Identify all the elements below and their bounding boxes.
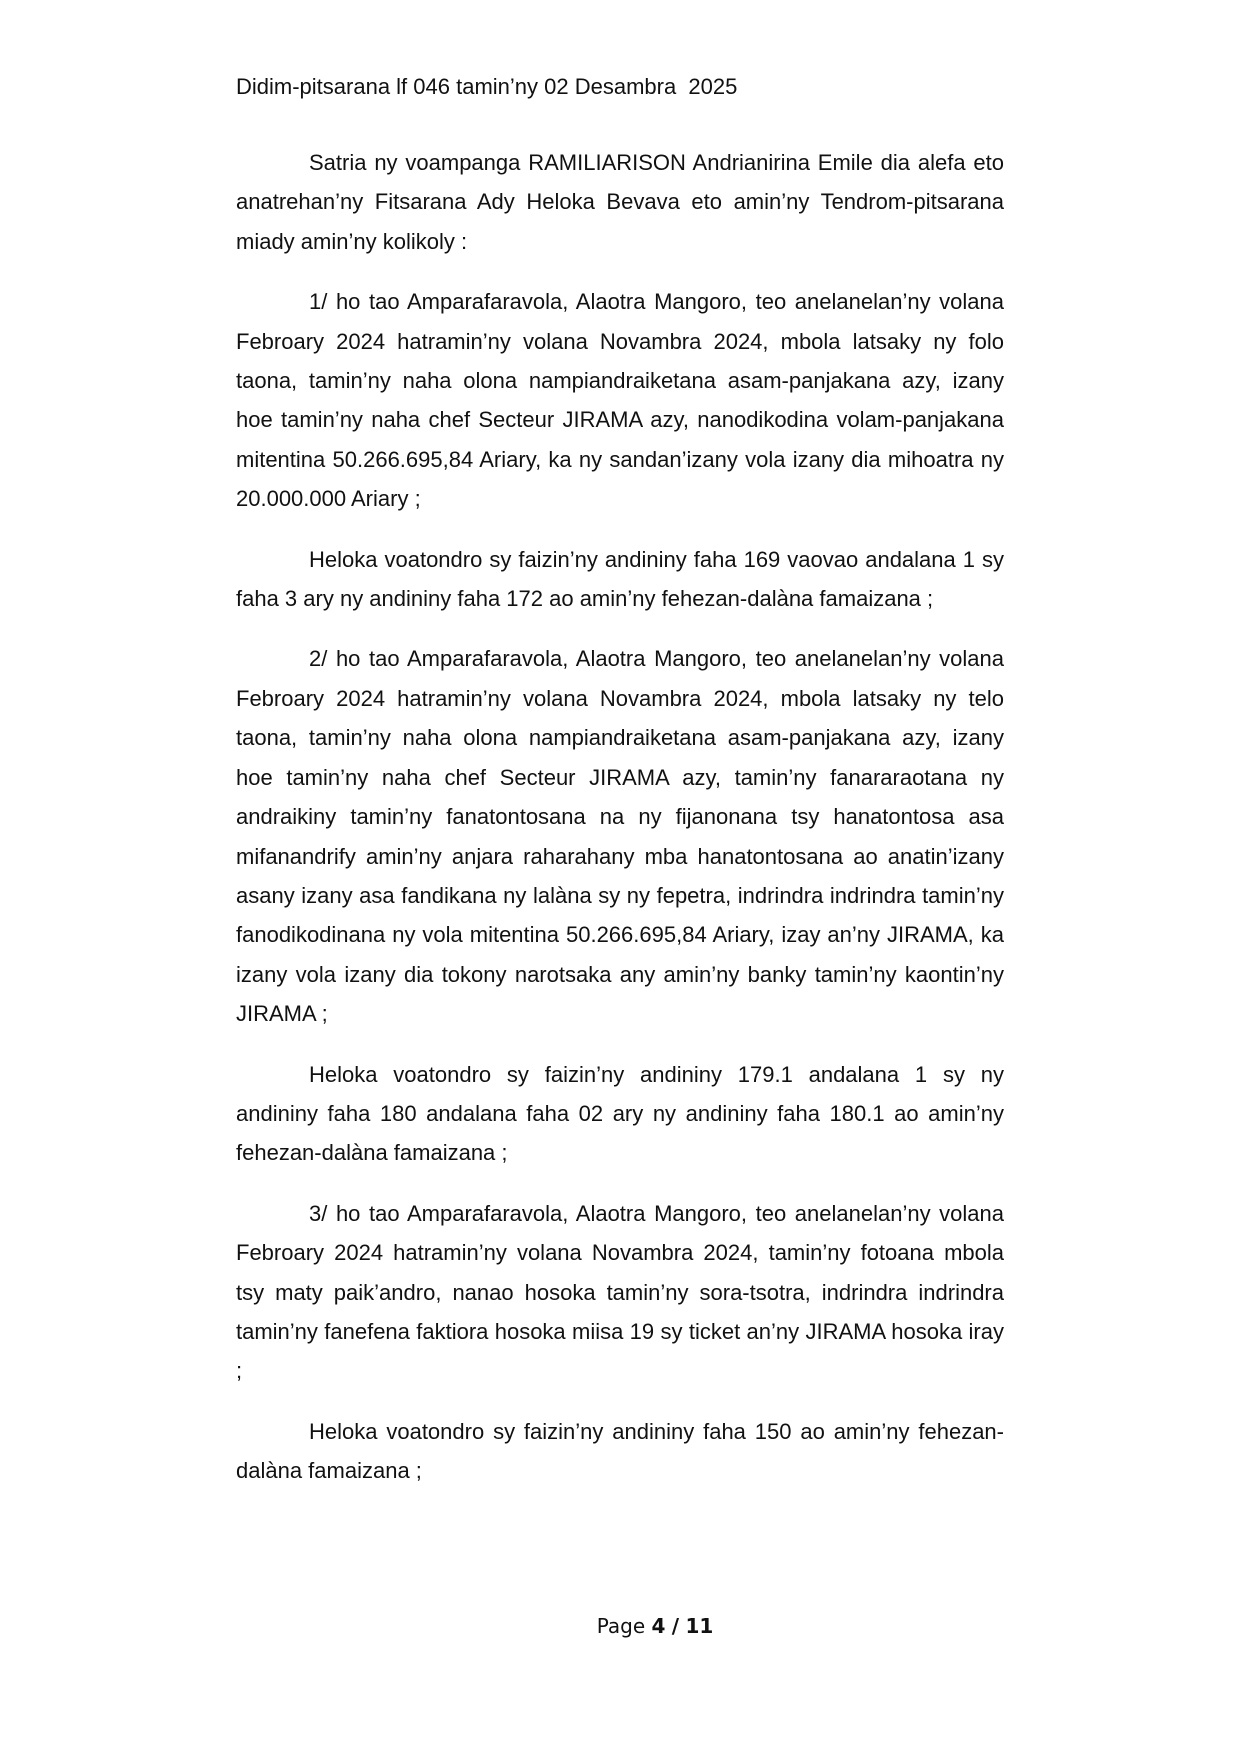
page-label: Page [596,1614,646,1638]
page-number [0,1612,1241,1640]
total-pages: 11 [685,1614,714,1638]
document-body [236,143,1004,1512]
current-page: 4 [651,1614,666,1638]
document-header: Didim-pitsarana lf 046 tamin’ny 02 Desambra 2025 [236,74,738,99]
paragraph-legal-basis-1: Heloka voatondro sy faizin’ny andininy faha 169 vaovao andalana 1 sy faha 3 ary ny andininy faha 172 ao amin’ny fehezan-dalàna famaizana ; [236,546,1004,612]
paragraph-intro: Satria ny voampanga RAMILIARISON Andrianirina Emile dia alefa eto anatrehan’ny Fitsarana Ady Heloka Bevava eto amin’ny Tendrom-pitsarana miady amin’ny kolikoly : [236,150,1004,254]
paragraph-legal-basis-2: Heloka voatondro sy faizin’ny andininy 179.1 andalana 1 sy ny andininy faha 180 andalana faha 02 ary ny andininy faha 180.1 ao amin’ny fehezan-dalàna famaizana ; [236,1061,1004,1166]
paragraph-charge-1: 1/ ho tao Amparafaravola, Alaotra Mangoro, teo anelanelan’ny volana Febroary 2024 hatramin’ny volana Novambra 2024, mbola latsaky ny folo taona, tamin’ny naha olona nampiandraiketana asam-panjakana azy, izany hoe tamin’ny naha chef Secteur JIRAMA azy, nanodikodina volam-panjakana mitentina 50.266.695,84 Ariary, ka ny sandan’izany vola izany dia mihoatra ny 20.000.000 Ariary ; [236,289,1004,512]
paragraph-legal-basis-3: Heloka voatondro sy faizin’ny andininy faha 150 ao amin’ny fehezan-dalàna famaizana ; [236,1418,1004,1484]
paragraph-charge-2: 2/ ho tao Amparafaravola, Alaotra Mangoro, teo anelanelan’ny volana Febroary 2024 hatramin’ny volana Novambra 2024, mbola latsaky ny telo taona, tamin’ny naha olona nampiandraiketana asam-panjakana azy, izany hoe tamin’ny naha chef Secteur JIRAMA azy, tamin’ny fanararaotana ny andraikiny tamin’ny fanatontosana na ny fijanonana tsy hanatontosa asa mifanandrify amin’ny anjara raharahany mba hanatontosana ao anatin’izany asany izany asa fandikana ny lalàna sy ny fepetra, indrindra indrindra tamin’ny fanodikodinana ny vola mitentina 50.266.695,84 Ariary, izay an’ny JIRAMA, ka izany vola izany dia tokony narotsaka any amin’ny banky tamin’ny kaontin’ny JIRAMA ; [236,646,1004,1027]
page-separator: / [671,1614,680,1638]
paragraph-charge-3: 3/ ho tao Amparafaravola, Alaotra Mangoro, teo anelanelan’ny volana Febroary 2024 hatramin’ny volana Novambra 2024, tamin’ny fotoana mbola tsy maty paik’andro, nanao hosoka tamin’ny sora-tsotra, indrindra indrindra tamin’ny fanefena faktiora hosoka miisa 19 sy ticket an’ny JIRAMA hosoka iray ; [236,1200,1004,1384]
